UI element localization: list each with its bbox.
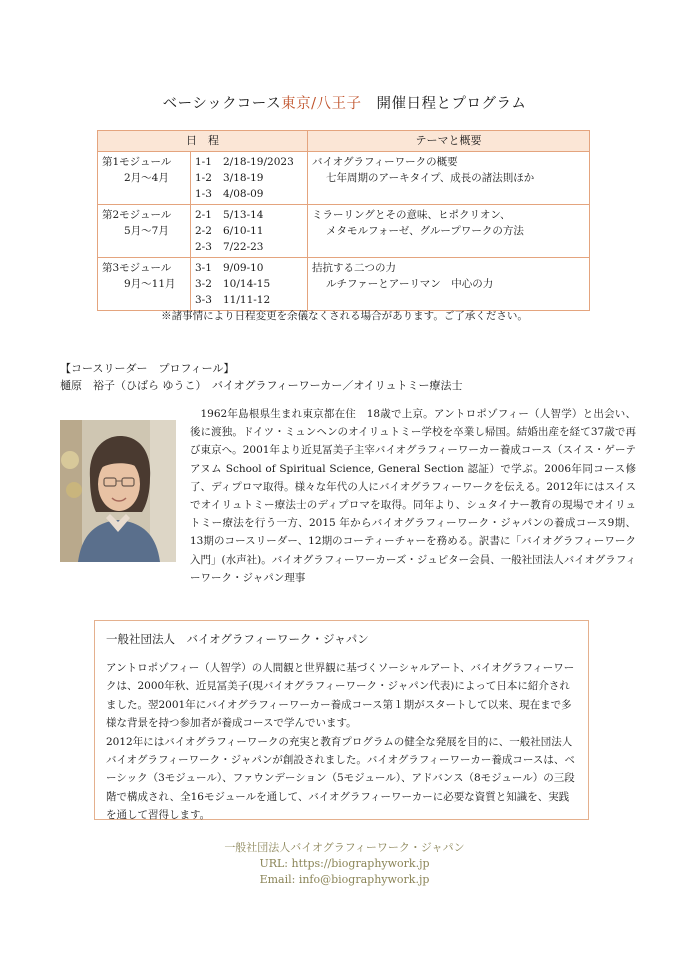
- theme-line: ミラーリングとその意味、ヒポクリオン、: [312, 209, 511, 221]
- footer-email[interactable]: Email: info@biographywork.jp: [259, 873, 430, 886]
- session-number: 1-3: [195, 188, 212, 200]
- module-name: 第3モジュール: [102, 262, 172, 274]
- profile-bio: 1962年島根県生まれ東京都在住 18歳で上京。アントロポゾフィー（人智学）と出会い、後に渡独。ドイツ・ミュンヘンのオイリュトミー学校を卒業し帰国。結婚出産を経て37歳で再び東京へ。2001年より近見冨美子主宰バイオグラフィーワーカー養成コース（スイス・ゲーテアヌム School of Spiritual Science, General Section 認証）で学ぶ。2006年同コース修了、ディプロマ取得。様々な年代の人にバイオグラフィーワークを伝える。2012年にはスイスでオイリュトミー療法士のディプロマを取得。同年より、シュタイナー教育の現場でオイリュトミー療法を行う一方、2015 年からバイオグラフィーワーク・ジャパンの養成コース9期、13期のコースリーダー、12期のコーティーチャーを務める。訳書に「バイオグラフィーワーク入門」(水声社)。バイオグラフィーワーカーズ・ジュピター会員、一般社団法人バイオグラフィーワーク・ジャパン理事: [190, 408, 636, 584]
- title-suffix: 開催日程とプログラム: [361, 96, 527, 112]
- footer-url[interactable]: URL: https://biographywork.jp: [259, 857, 430, 870]
- profile-name: 樋原 裕子（ひばら ゆうこ） バイオグラフィーワーカー／オイリュトミー療法士: [60, 379, 463, 392]
- schedule-note: ※諸事情により日程変更を余儀なくされる場合があります。ご了承ください。: [161, 310, 528, 322]
- table-row: [98, 258, 590, 311]
- session-date: 9/09-10: [223, 262, 264, 274]
- session-date: 4/08-09: [223, 188, 264, 200]
- session-date: 6/10-11: [223, 225, 264, 237]
- module-months: 5月～7月: [124, 225, 169, 237]
- page-title: [0, 92, 689, 113]
- schedule-header-row: [98, 131, 590, 152]
- organization-title: 一般社団法人 バイオグラフィーワーク・ジャパン: [106, 632, 369, 646]
- session-date: 2/18-19/2023: [223, 156, 294, 168]
- module-months: 2月～4月: [124, 172, 169, 184]
- session-date: 10/14-15: [223, 278, 271, 290]
- header-dates: 日 程: [98, 131, 308, 152]
- module-cell: [98, 205, 191, 258]
- theme-cell: [308, 205, 590, 258]
- title-accent: 東京/八王子: [281, 96, 362, 112]
- theme-line: 七年周期のアーキタイプ、成長の諸法則ほか: [326, 172, 535, 184]
- module-months: 9月～11月: [124, 278, 176, 290]
- theme-line: 拮抗する二つの力: [312, 262, 396, 274]
- organization-body: [106, 659, 578, 825]
- module-cell: [98, 258, 191, 311]
- title-prefix: ベーシックコース: [162, 96, 282, 112]
- session-date: 3/18-19: [223, 172, 264, 184]
- session-number: 2-2: [195, 225, 212, 237]
- dates-cell: [191, 258, 308, 311]
- footer: [0, 840, 689, 888]
- schedule-table: [97, 130, 590, 311]
- header-theme: テーマと概要: [308, 131, 590, 152]
- theme-line: メタモルフォーゼ、グループワークの方法: [326, 225, 524, 237]
- module-cell: [98, 152, 191, 205]
- dates-cell: [191, 205, 308, 258]
- organization-paragraph: アントロポゾフィー（人智学）の人間観と世界観に基づくソーシャルアート、バイオグラフィーワークは、2000年秋、近見冨美子(現バイオグラフィーワーク・ジャパン代表)によって日本に紹介されました。翌2001年にバイオグラフィーワーカー養成コース第１期がスタートして以来、現在まで多様な背景を持つ参加者が養成コースで学んでいます。: [106, 662, 575, 730]
- session-date: 11/11-12: [223, 294, 271, 306]
- portrait-image: [60, 420, 176, 562]
- organization-paragraph: 2012年にはバイオグラフィーワークの充実と教育プログラムの健全な発展を目的に、一般社団法人バイオグラフィーワーク・ジャパンが創設されました。バイオグラフィーワーカー養成コースは、ベーシック（3モジュール）、ファウンデーション（5モジュール）、アドバンス（8モジュール）の三段階で構成され、全16モジュールを通して、バイオグラフィーワーカーに必要な資質と知識を、実践を通して習得します。: [106, 735, 575, 822]
- organization-box: [94, 620, 589, 820]
- module-name: 第1モジュール: [102, 156, 172, 168]
- session-number: 1-2: [195, 172, 212, 184]
- theme-cell: [308, 152, 590, 205]
- module-name: 第2モジュール: [102, 209, 172, 221]
- table-row: [98, 152, 590, 205]
- session-number: 2-3: [195, 241, 212, 253]
- footer-org: 一般社団法人バイオグラフィーワーク・ジャパン: [224, 841, 465, 854]
- profile-heading: 【コースリーダー プロフィール】: [60, 362, 235, 375]
- theme-line: バイオグラフィーワークの概要: [312, 156, 458, 168]
- session-date: 5/13-14: [223, 209, 264, 221]
- session-number: 1-1: [195, 156, 212, 168]
- session-number: 3-2: [195, 278, 212, 290]
- table-row: [98, 205, 590, 258]
- theme-line: ルチファーとアーリマン 中心の力: [326, 278, 494, 290]
- profile-photo: [60, 420, 176, 562]
- session-date: 7/22-23: [223, 241, 264, 253]
- theme-cell: [308, 258, 590, 311]
- session-number: 3-3: [195, 294, 212, 306]
- session-number: 2-1: [195, 209, 212, 221]
- session-number: 3-1: [195, 262, 212, 274]
- dates-cell: [191, 152, 308, 205]
